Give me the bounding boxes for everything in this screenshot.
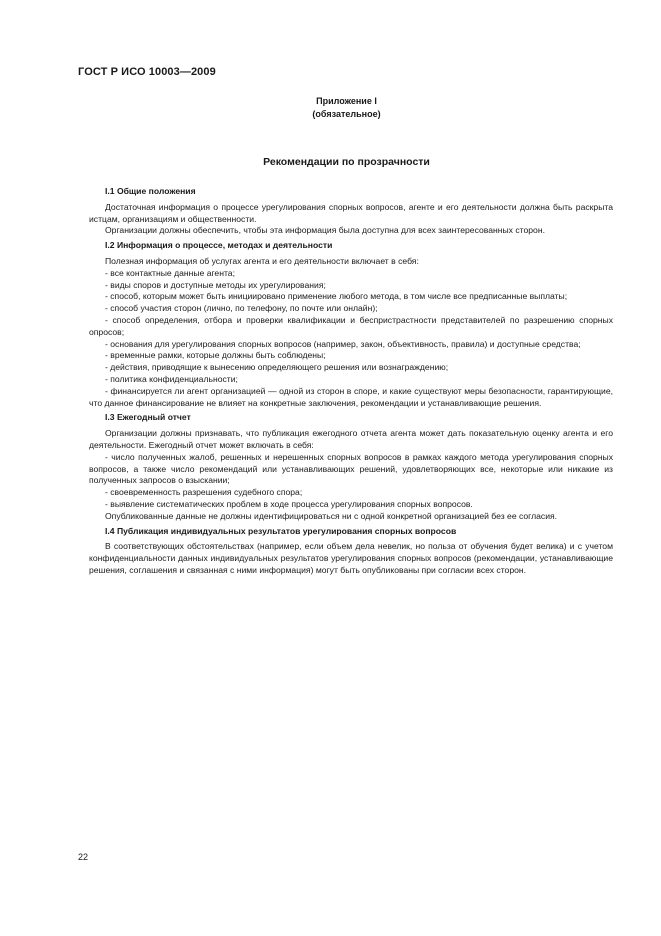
- paragraph: Достаточная информация о процессе урегулирования спорных вопросов, агенте и его деятельности должна быть раскрыта истцам, организациям и общественности.: [89, 201, 613, 224]
- paragraph: В соответствующих обстоятельствах (например, если объем дела невелик, но польза от обучения будет велика) и с учетом конфиденциальности данных индивидуальных результатов урегулирования спорных вопросов (рекомендации, устанавливающие решения, соглашения и связанная с ними информация) могут быть опубликованы при согласии всех сторон.: [89, 541, 613, 575]
- paragraph: Организации должны обеспечить, чтобы эта информация была доступна для всех заинтересованных сторон.: [105, 225, 545, 236]
- list-item: - действия, приводящие к вынесению определяющего решения или вознаграждению;: [105, 362, 449, 373]
- list-item: - число полученных жалоб, решенных и нерешенных спорных вопросов в рамках каждого метода урегулирования спорных вопросов, а также число рекомендаций или устанавливающих решений, удовлетворяющих все, некоторые или никакие из полученных запросов о взыскании;: [89, 451, 613, 486]
- list-item: - способ определения, отбора и проверки квалификации и беспристрастности представителей по разрешению спорных опросов;: [89, 314, 613, 337]
- paragraph: Опубликованные данные не должны идентифицироваться ни с одной конкретной организацией без ее согласия.: [105, 510, 558, 521]
- appendix-title: Приложение I: [316, 96, 377, 106]
- appendix-note: (обязательное): [312, 109, 381, 119]
- document-body: [89, 186, 613, 577]
- list-item: - финансируется ли агент организацией — одной из сторон в споре, и какие существуют меры безопасности, гарантирующие, что данное финансирование не влияет на конкретные заключения, рекомендации и устанавливающие решения.: [89, 385, 613, 408]
- list-item: - политика конфиденциальности;: [105, 373, 238, 384]
- list-item: - все контактные данные агента;: [105, 267, 235, 278]
- list-item: - виды споров и доступные методы их урегулирования;: [105, 279, 326, 290]
- list-item: - способ участия сторон (лично, по телефону, по почте или онлайн);: [105, 303, 378, 314]
- paragraph: Полезная информация об услугах агента и его деятельности включает в себя:: [105, 255, 419, 266]
- list-item: - временные рамки, которые должны быть соблюдены;: [105, 350, 326, 361]
- section-heading-2: I.2 Информация о процессе, методах и деятельности: [105, 240, 333, 251]
- list-item: - основания для урегулирования спорных вопросов (например, закон, объективность, правила) и доступные средства;: [105, 338, 581, 349]
- standard-header: ГОСТ Р ИСО 10003—2009: [78, 66, 216, 78]
- section-heading-1: I.1 Общие положения: [105, 186, 196, 196]
- document-title: Рекомендации по прозрачности: [263, 156, 430, 168]
- page-number: 22: [78, 852, 89, 862]
- section-heading-4: I.4 Публикация индивидуальных результатов урегулирования спорных вопросов: [105, 525, 457, 536]
- list-item: - выявление систематических проблем в ходе процесса урегулирования спорных вопросов.: [105, 498, 473, 509]
- list-item: - способ, которым может быть инициировано применение любого метода, в том числе все предписанные выплаты;: [105, 291, 568, 302]
- paragraph: Организации должны признавать, что публикация ежегодного отчета агента может дать показательную оценку агента и его деятельности. Ежегодный отчет может включать в себя:: [89, 428, 613, 450]
- section-heading-3: I.3 Ежегодный отчет: [105, 412, 191, 423]
- list-item: - своевременность разрешения судебного спора;: [105, 487, 303, 498]
